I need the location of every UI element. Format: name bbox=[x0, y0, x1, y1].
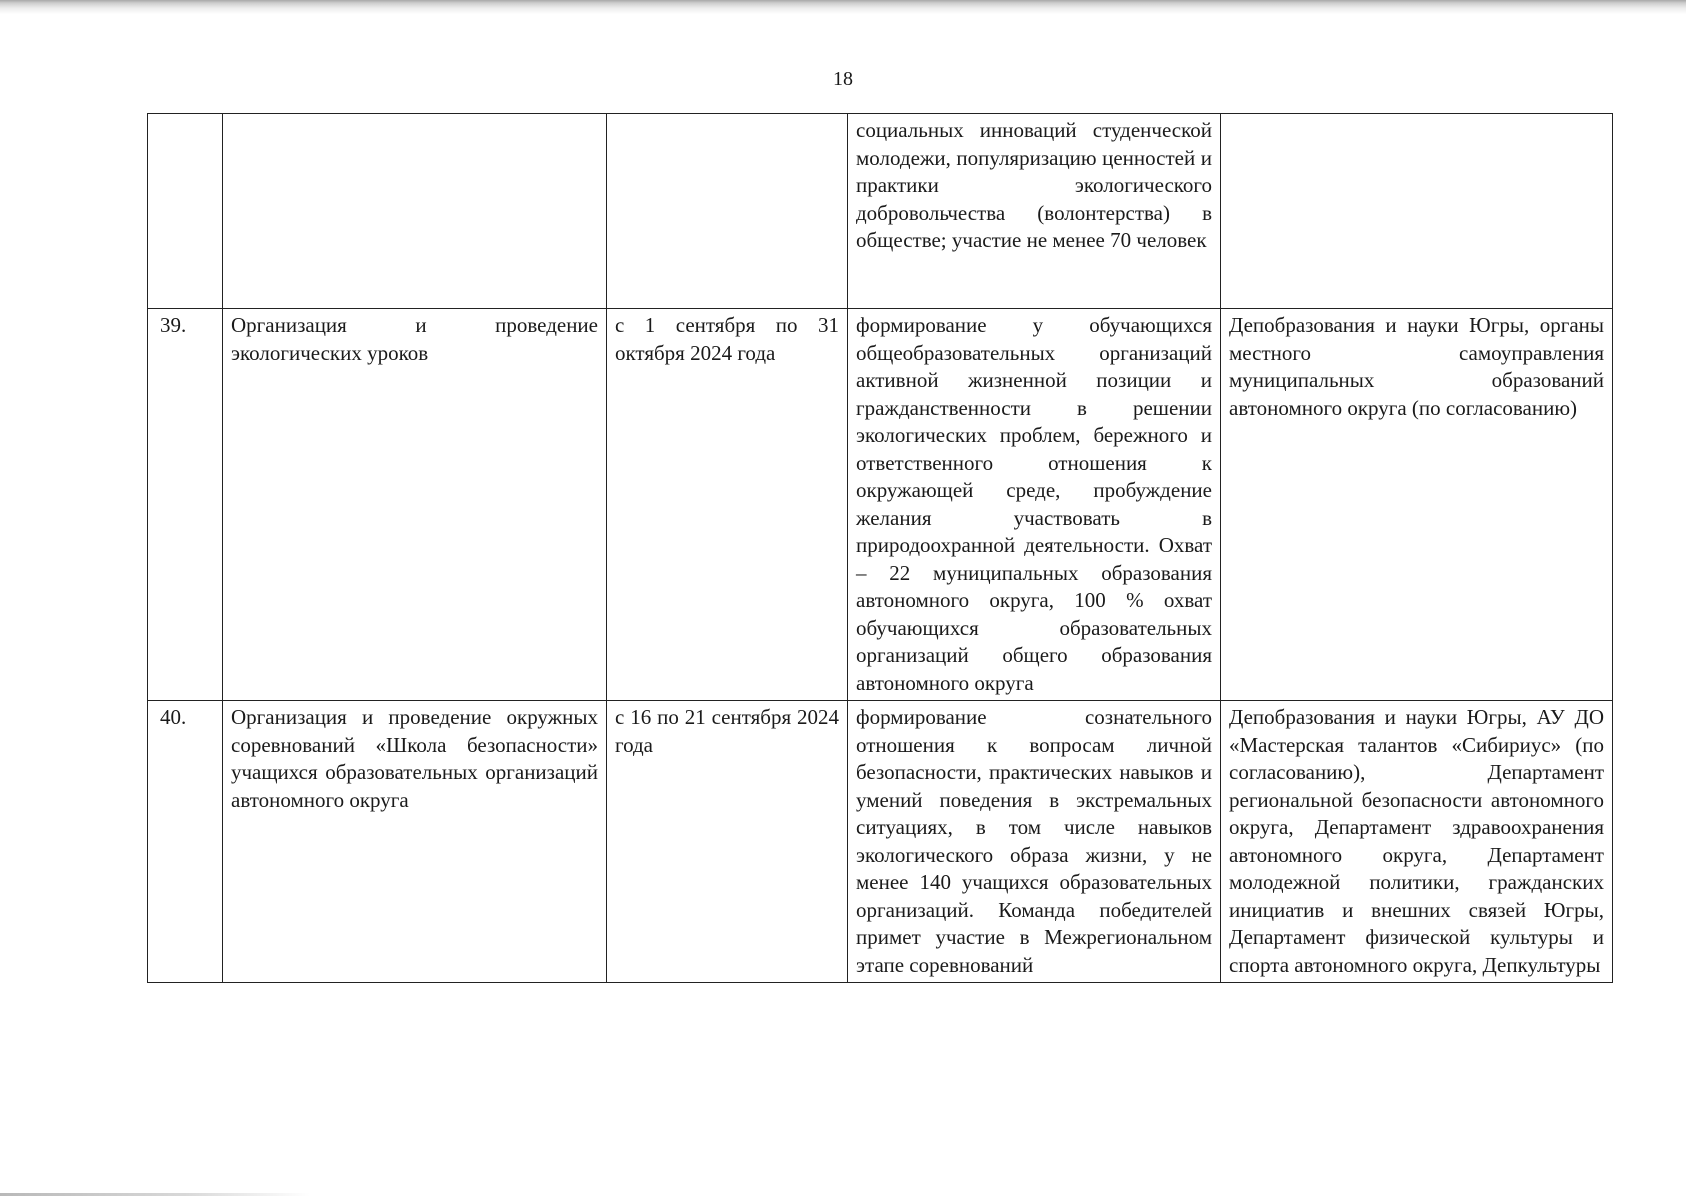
table-row bbox=[148, 309, 1613, 701]
event-name: Организация и проведение окружных соревнований «Школа безопасности» учащихся образовательных организаций автономного округа bbox=[231, 705, 598, 812]
row-number-cell bbox=[148, 701, 223, 983]
table-row bbox=[148, 114, 1613, 309]
event-executors: Депобразования и науки Югры, органы местного самоуправления муниципальных образований автономного округа (по согласованию) bbox=[1229, 313, 1604, 420]
events-table bbox=[147, 113, 1613, 983]
scan-border-bottom bbox=[0, 1193, 310, 1196]
row-number-cell bbox=[148, 114, 223, 309]
event-executors-cell bbox=[1221, 309, 1613, 701]
event-result: социальных инноваций студенческой молодежи, популяризацию ценностей и практики экологического добровольчества (волонтерства) в обществе; участие не менее 70 человек bbox=[856, 118, 1212, 252]
event-result: формирование сознательного отношения к вопросам личной безопасности, практических навыков и умений поведения в экстремальных ситуациях, в том числе навыков экологического образа жизни, у не менее 140 учащихся образовательных организаций. Команда победителей примет участие в Межрегиональном этапе соревнований bbox=[856, 705, 1212, 977]
event-dates-cell bbox=[607, 701, 848, 983]
row-number: 40. bbox=[160, 705, 187, 729]
event-name-cell bbox=[223, 114, 607, 309]
event-executors: Депобразования и науки Югры, АУ ДО «Мастерская талантов «Сибириус» (по согласованию), Департамент региональной безопасности автономного округа, Департамент здравоохранения автономного округа, Департамент молодежной политики, гражданских инициатив и внешних связей Югры, Департамент физической культуры и спорта автономного округа, Депкультуры bbox=[1229, 705, 1604, 977]
event-dates-cell bbox=[607, 309, 848, 701]
event-result-cell bbox=[848, 309, 1221, 701]
event-result: формирование у обучающихся общеобразовательных организаций активной жизненной позиции и гражданственности в решении экологических проблем, бережного и ответственного отношения к окружающей среде, пробуждение желания участвовать в природоохранной деятельности. Охват – 22 муниципальных образования автономного округа, 100 % охват обучающихся образовательных организаций общего образования автономного округа bbox=[856, 313, 1212, 695]
event-dates: с 1 сентября по 31 октября 2024 года bbox=[615, 313, 839, 365]
event-executors-cell bbox=[1221, 701, 1613, 983]
page-number: 18 bbox=[833, 68, 853, 90]
event-executors-cell bbox=[1221, 114, 1613, 309]
event-dates-cell bbox=[607, 114, 848, 309]
row-number: 39. bbox=[160, 313, 187, 337]
event-name-cell bbox=[223, 701, 607, 983]
event-result-cell bbox=[848, 114, 1221, 309]
event-result-cell bbox=[848, 701, 1221, 983]
event-name: Организация и проведение экологических уроков bbox=[231, 313, 598, 365]
row-number-cell bbox=[148, 309, 223, 701]
scan-border-top bbox=[0, 0, 1686, 14]
table-row bbox=[148, 701, 1613, 983]
event-dates: с 16 по 21 сентября 2024 года bbox=[615, 705, 839, 757]
event-name-cell bbox=[223, 309, 607, 701]
